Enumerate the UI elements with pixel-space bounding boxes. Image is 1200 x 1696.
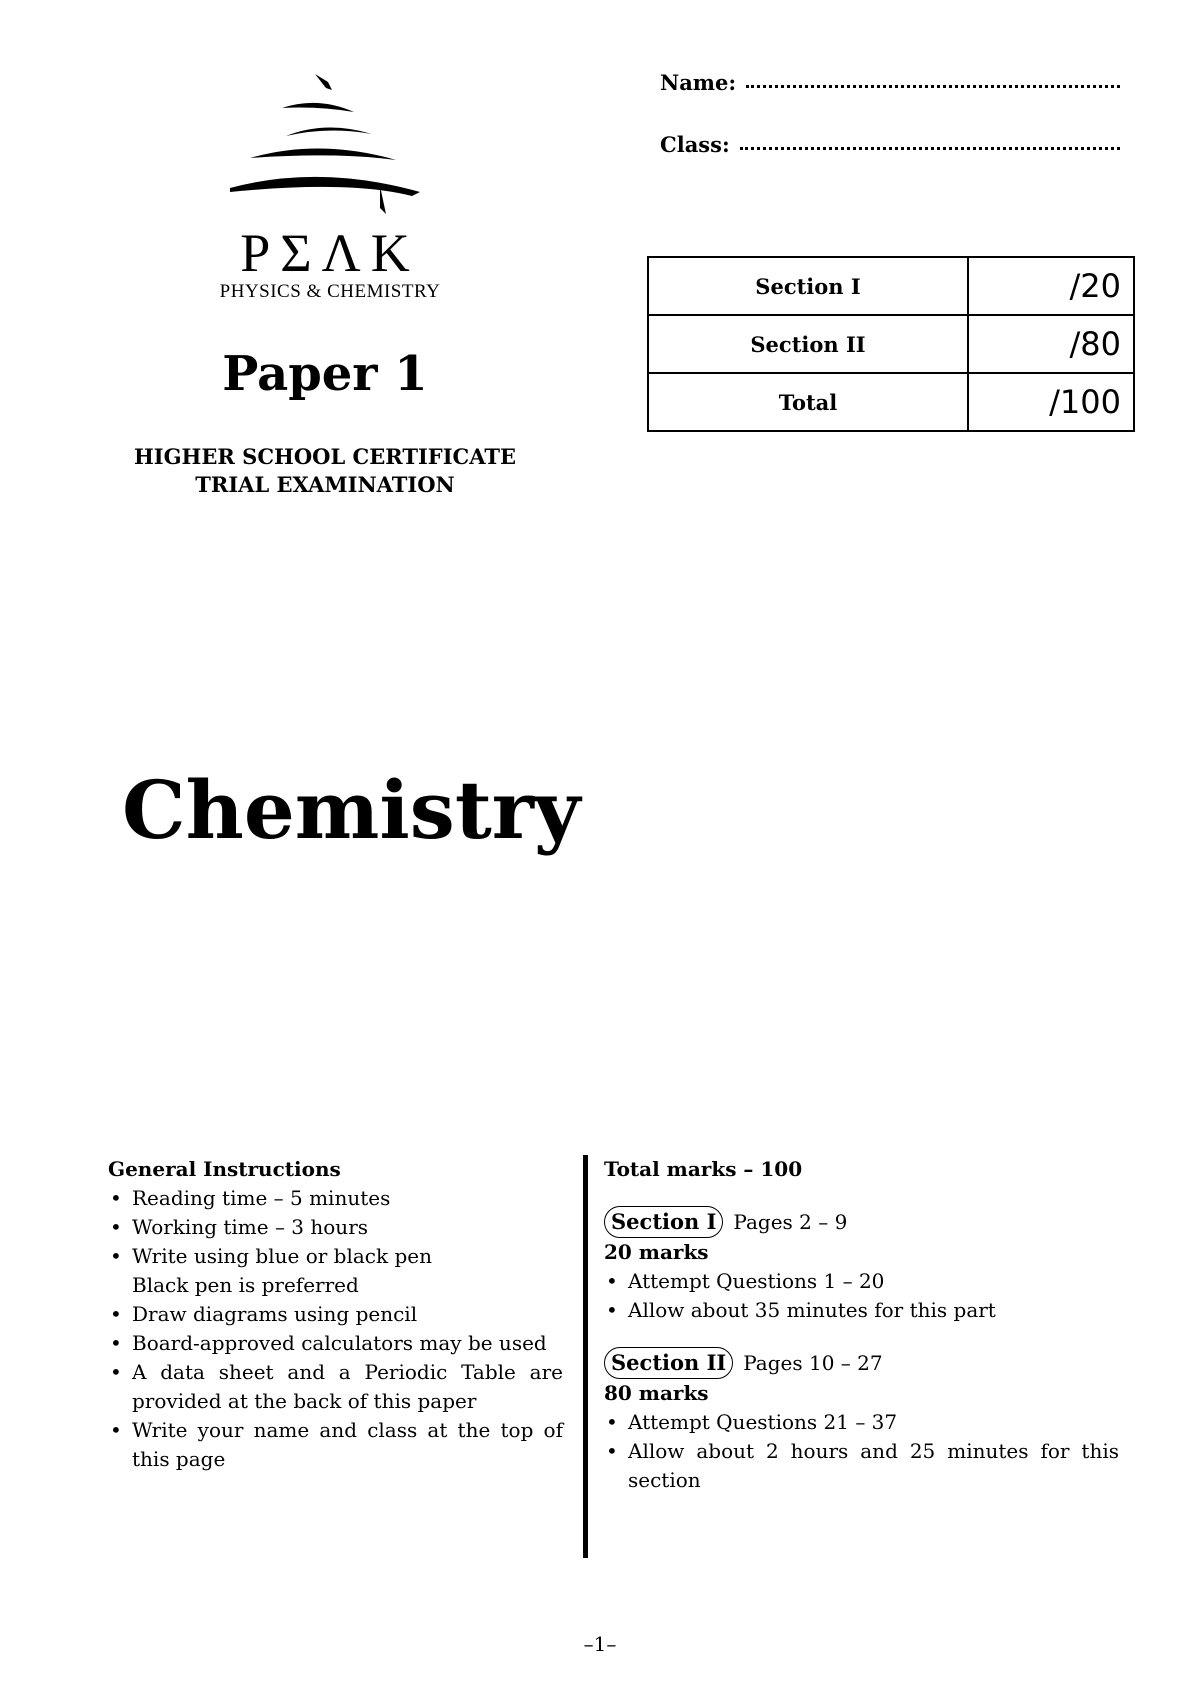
general-instructions-heading: General Instructions	[108, 1157, 341, 1181]
paper-title: Paper 1	[222, 346, 428, 402]
marks-value: /80	[968, 315, 1134, 373]
instruction-item: • Working time – 3 hours	[108, 1213, 563, 1242]
class-dotted-line[interactable]	[740, 147, 1120, 150]
marks-row-total	[648, 373, 1134, 431]
peak-logo	[200, 68, 460, 308]
logo-subtitle: PHYSICS & CHEMISTRY	[219, 281, 441, 302]
name-dotted-line[interactable]	[746, 85, 1120, 88]
marks-label: Section I	[648, 257, 968, 315]
general-instructions	[108, 1155, 563, 1474]
marks-row-section-2	[648, 315, 1134, 373]
section-2-badge: Section II	[604, 1347, 733, 1379]
marks-value: /20	[968, 257, 1134, 315]
marks-row-section-1	[648, 257, 1134, 315]
instruction-item: • Write your name and class at the top of this page	[108, 1416, 563, 1474]
section-summary	[604, 1155, 1119, 1495]
exam-line-1: HIGHER SCHOOL CERTIFICATE	[133, 444, 517, 469]
instruction-list	[108, 1184, 563, 1474]
logo-wordmark: PΣΛK	[240, 223, 420, 283]
exam-line-2: TRIAL EXAMINATION	[195, 472, 455, 497]
instruction-item: • Draw diagrams using pencil	[108, 1300, 563, 1329]
name-label: Name:	[660, 70, 737, 95]
section-item: • Attempt Questions 21 – 37	[604, 1408, 1119, 1437]
marks-value: /100	[968, 373, 1134, 431]
marks-table	[647, 256, 1135, 432]
section-1-header	[604, 1206, 1119, 1238]
marks-label: Total	[648, 373, 968, 431]
section-item: • Allow about 35 minutes for this part	[604, 1296, 1119, 1325]
column-divider	[583, 1155, 588, 1558]
section-1-list	[604, 1267, 1119, 1325]
instruction-subnote: Black pen is preferred	[132, 1273, 359, 1297]
page-number: –1–	[583, 1632, 617, 1656]
subject-title: Chemistry	[122, 763, 581, 857]
instruction-item: • Board-approved calculators may be used	[108, 1329, 563, 1358]
mortarboard-tree-icon	[200, 68, 460, 228]
name-field[interactable]	[660, 70, 1120, 95]
section-item: • Allow about 2 hours and 25 minutes for this section	[604, 1437, 1119, 1495]
instruction-item	[108, 1242, 563, 1300]
instruction-text: • Write using blue or black pen	[132, 1244, 432, 1268]
class-label: Class:	[660, 132, 730, 157]
section-1-marks: 20 marks	[604, 1240, 709, 1264]
section-2-pages: Pages 10 – 27	[743, 1350, 883, 1375]
instruction-item: • Reading time – 5 minutes	[108, 1184, 563, 1213]
section-1-pages: Pages 2 – 9	[733, 1209, 848, 1234]
section-2-header	[604, 1347, 1119, 1379]
section-item: • Attempt Questions 1 – 20	[604, 1267, 1119, 1296]
total-marks: Total marks – 100	[604, 1157, 803, 1181]
section-2-marks: 80 marks	[604, 1381, 709, 1405]
class-field[interactable]	[660, 132, 1120, 157]
section-2-list	[604, 1408, 1119, 1495]
section-1-badge: Section I	[604, 1206, 723, 1238]
instruction-item: • A data sheet and a Periodic Table are provided at the back of this paper	[108, 1358, 563, 1416]
marks-label: Section II	[648, 315, 968, 373]
